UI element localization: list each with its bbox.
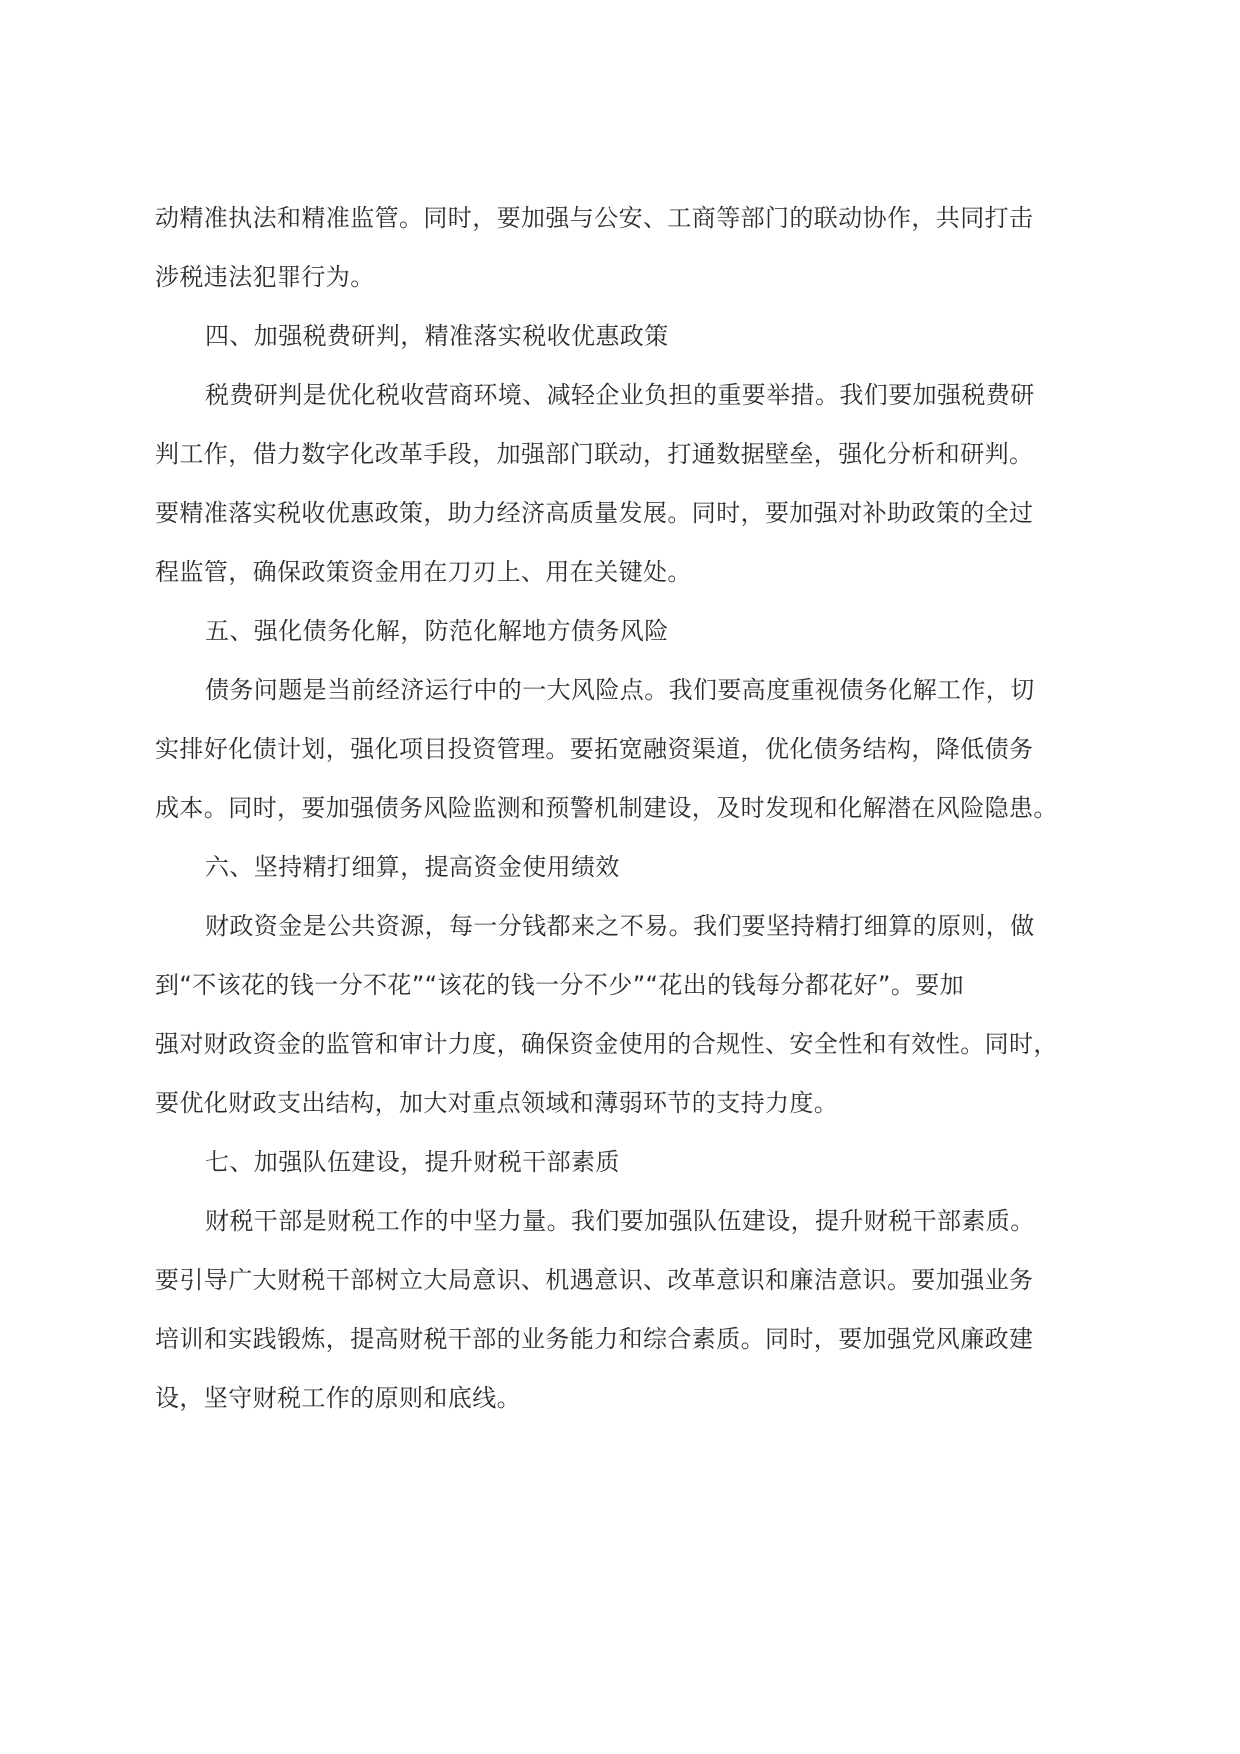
body-line: 要优化财政支出结构，加大对重点领域和薄弱环节的支持力度。 — [155, 1089, 839, 1117]
section-heading-7: 七、加强队伍建设，提升财税干部素质 — [205, 1148, 620, 1176]
body-line: 培训和实践锻炼，提高财税干部的业务能力和综合素质。同时，要加强党风廉政建 — [155, 1325, 1034, 1353]
paragraph-start: 财税干部是财税工作的中坚力量。我们要加强队伍建设，提升财税干部素质。 — [205, 1207, 1035, 1235]
section-heading-4: 四、加强税费研判，精准落实税收优惠政策 — [205, 322, 669, 350]
body-line: 动精准执法和精准监管。同时，要加强与公安、工商等部门的联动协作，共同打击 — [155, 204, 1034, 232]
section-heading-5: 五、强化债务化解，防范化解地方债务风险 — [205, 617, 669, 645]
body-line: 涉税违法犯罪行为。 — [155, 263, 375, 291]
body-line: 成本。同时，要加强债务风险监测和预警机制建设，及时发现和化解潜在风险隐患。 — [155, 794, 1058, 822]
body-line: 程监管，确保政策资金用在刀刃上、用在关键处。 — [155, 558, 692, 586]
body-line: 判工作，借力数字化改革手段，加强部门联动，打通数据壁垒，强化分析和研判。 — [155, 440, 1034, 468]
paragraph-start: 债务问题是当前经济运行中的一大风险点。我们要高度重视债务化解工作，切 — [205, 676, 1035, 704]
body-line: 要引导广大财税干部树立大局意识、机遇意识、改革意识和廉洁意识。要加强业务 — [155, 1266, 1034, 1294]
document-body — [155, 189, 1087, 1428]
body-line: 实排好化债计划，强化项目投资管理。要拓宽融资渠道，优化债务结构，降低债务 — [155, 735, 1034, 763]
body-line: 设，坚守财税工作的原则和底线。 — [155, 1384, 521, 1412]
body-line: 要精准落实税收优惠政策，助力经济高质量发展。同时，要加强对补助政策的全过 — [155, 499, 1034, 527]
body-line: 到“不该花的钱一分不花”“该花的钱一分不少”“花出的钱每分都花好”。要加 — [155, 971, 964, 999]
section-heading-6: 六、坚持精打细算，提高资金使用绩效 — [205, 853, 620, 881]
paragraph-start: 财政资金是公共资源，每一分钱都来之不易。我们要坚持精打细算的原则，做 — [205, 912, 1035, 940]
paragraph-start: 税费研判是优化税收营商环境、减轻企业负担的重要举措。我们要加强税费研 — [205, 381, 1035, 409]
body-line: 强对财政资金的监管和审计力度，确保资金使用的合规性、安全性和有效性。同时， — [155, 1030, 1058, 1058]
